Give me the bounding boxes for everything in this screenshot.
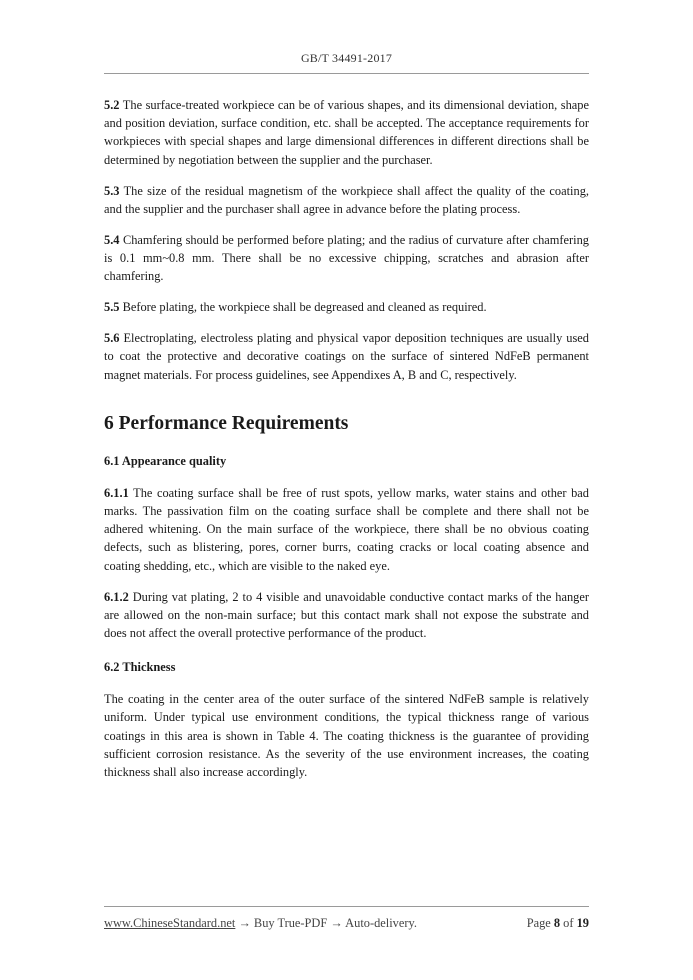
page-indicator [527, 916, 589, 931]
page-footer [104, 916, 589, 931]
footer-divider [104, 906, 589, 907]
clause-text: During vat plating, 2 to 4 visible and unavoidable conductive contact marks of the hanger are allowed on the non-main surface; but this contact mark shall not expose the substrate and does not affect the overall protective performance of the product. [104, 589, 589, 641]
section-heading-6: 6 Performance Requirements [104, 412, 349, 434]
promo-text: → Buy True-PDF → Auto-delivery. [235, 916, 417, 930]
clause-6-1-1 [104, 484, 589, 575]
clause-5-2 [104, 96, 589, 169]
clause-text: Electroplating, electroless plating and physical vapor deposition techniques are usually used to coat the protective and decorative coatings on the surface of sintered NdFeB permanent magnet materials. For process guidelines, see Appendixes A, B and C, respectively. [104, 331, 589, 382]
site-link[interactable]: www.ChineseStandard.net [104, 916, 236, 930]
clause-5-6 [104, 329, 589, 384]
page-label: Page [526, 916, 554, 930]
clause-number: 6.1.2 [104, 589, 129, 604]
footer-promo [104, 916, 417, 931]
clause-text: Before plating, the workpiece shall be degreased and cleaned as required. [119, 300, 487, 315]
clause-number: 5.5 [104, 300, 120, 315]
page-total: 19 [576, 916, 589, 930]
page-header [0, 51, 693, 66]
clause-5-3 [104, 182, 589, 218]
clause-number: 6.1.1 [104, 485, 129, 500]
page-number: 8 [553, 916, 561, 930]
clause-text: The surface-treated workpiece can be of various shapes, and its dimensional deviation, shape and position deviation, surface condition, etc. shall be accepted. The acceptance requirements for workpieces with special shapes and large dimensional differences in different directions shall be determined by negotiation between the supplier and the purchaser. [104, 98, 589, 167]
clause-5-4 [104, 231, 589, 286]
standard-code: GB/T 34491-2017 [300, 51, 393, 65]
clause-text: Chamfering should be performed before plating; and the radius of curvature after chamfering is 0.1 mm~0.8 mm. There shall be no excessive chipping, scratches and abrasion after chamfering. [104, 232, 589, 284]
header-divider [104, 73, 589, 74]
clause-5-5 [104, 298, 589, 316]
clause-number: 5.2 [104, 98, 120, 112]
clause-text: The size of the residual magnetism of the workpiece shall affect the quality of the coating, and the supplier and the purchaser shall agree in advance before the plating process. [104, 183, 589, 216]
clause-number: 5.6 [104, 331, 120, 346]
subsection-heading-6-2: 6.2 Thickness [104, 660, 176, 675]
paragraph-6-2: The coating in the center area of the outer surface of the sintered NdFeB sample is relatively uniform. Under typical use environment conditions, the typical thickness range of various coatings in this area is shown in Table 4. The coating thickness is the guarantee of providing sufficient corrosion resistance. As the severity of the use environment increases, the coating thickness shall also increase accordingly. [104, 692, 589, 780]
clause-6-1-2 [104, 588, 589, 643]
subsection-heading-6-1: 6.1 Appearance quality [104, 453, 227, 468]
of-label: of [560, 916, 577, 930]
clause-text: The coating surface shall be free of rust spots, yellow marks, water stains and other bad marks. The passivation film on the coating surface shall be complete and there shall not be adhered whitening. On the main surface of the workpiece, there shall be no obvious coating defects, such as blistering, pores, corner burrs, coating cracks or local coating absence and coating shedding, etc., which are visible to the naked eye. [104, 485, 589, 573]
clause-number: 5.3 [104, 183, 120, 198]
document-body [104, 96, 589, 781]
clause-number: 5.4 [104, 232, 120, 247]
